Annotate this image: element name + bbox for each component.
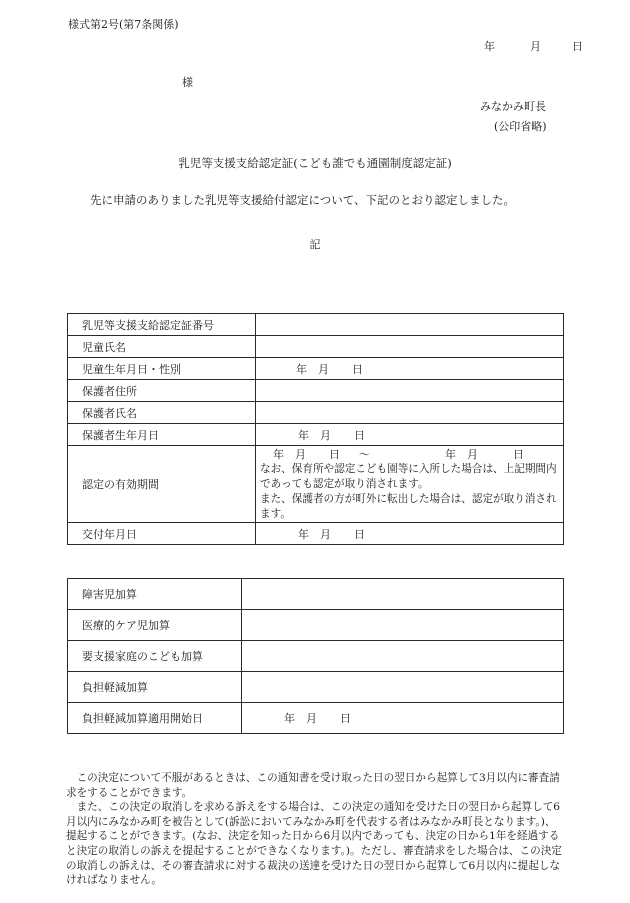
addressee-suffix: 様 [182, 76, 193, 89]
period-range [260, 446, 563, 462]
table-row [68, 380, 564, 402]
date-year-label: 年 [484, 40, 495, 53]
date-month-label: 月 [530, 40, 541, 53]
issue-date-value [256, 523, 564, 545]
day-label: 日 [354, 527, 365, 541]
table-row [68, 314, 564, 336]
issuer-name: みなかみ町長 [480, 100, 546, 113]
row-label: 児童生年月日・性別 [68, 358, 256, 380]
row-label: 乳児等支援支給認定証番号 [68, 314, 256, 336]
day-label: 日 [354, 428, 365, 442]
row-label: 医療的ケア児加算 [68, 610, 242, 641]
seal-note: (公印省略) [494, 120, 547, 133]
notice-paragraph-2: また、この決定の取消しを求める訴えをする場合は、この決定の通知を受けた日の翌日から起算して6月以内にみなかみ町を被告として(訴訟においてみなかみ町を代表する者はみなかみ町長となります。)、提起することができます。(なお、決定を知った日から6月以内であっても、決定の日から1年を経過すると決定の取消しの訴えを提起することができなくなります。)。ただし、審査請求をした場合は、この決定の取消しの訴えは、その審査請求に対する裁決の送達を受けた日の翌日から起算して6月以内に提起しなければなりません。 [66, 801, 562, 887]
date-day-label: 日 [572, 40, 583, 53]
period-note-2: また、保護者の方が町外に転出した場合は、認定が取り消されます。 [260, 493, 557, 520]
guardian-name-value [256, 402, 564, 424]
table-row [68, 579, 564, 610]
table-row [68, 703, 564, 734]
certificate-number-value [256, 314, 564, 336]
day-label: 日 [340, 712, 351, 725]
additional-allowance-table [67, 578, 564, 734]
row-label: 障害児加算 [68, 579, 242, 610]
ymd-group [298, 429, 374, 442]
row-label: 負担軽減加算 [68, 672, 242, 703]
table-row [68, 358, 564, 380]
row-label: 負担軽減加算適用開始日 [68, 703, 242, 734]
validity-period-value [256, 446, 564, 523]
table-row [68, 336, 564, 358]
guardian-birthdate-value [256, 424, 564, 446]
ymd-group [284, 712, 360, 725]
row-label: 保護者生年月日 [68, 424, 256, 446]
day-label: 日 [329, 448, 340, 461]
month-label: 月 [318, 362, 329, 376]
medical-care-allowance-value [242, 610, 564, 641]
year-label: 年 [284, 712, 295, 725]
month-label: 月 [320, 527, 331, 541]
month-label: 月 [320, 428, 331, 442]
appeal-notice [66, 771, 566, 888]
day-label: 日 [352, 362, 363, 376]
guardian-address-value [256, 380, 564, 402]
table-row [68, 610, 564, 641]
table-row [68, 424, 564, 446]
support-family-allowance-value [242, 641, 564, 672]
row-label: 保護者氏名 [68, 402, 256, 424]
year-label: 年 [298, 428, 309, 442]
issue-date-line [484, 38, 583, 54]
document-title: 乳児等支援支給認定証(こども誰でも通園制度認定証) [178, 156, 452, 170]
table-row [68, 402, 564, 424]
month-label: 月 [306, 712, 317, 725]
burden-reduction-value [242, 672, 564, 703]
table-row [68, 523, 564, 545]
row-label: 認定の有効期間 [68, 446, 256, 523]
certification-table [67, 313, 564, 545]
table-row [68, 641, 564, 672]
child-name-value [256, 336, 564, 358]
ki-heading: 記 [309, 238, 321, 251]
row-label: 児童氏名 [68, 336, 256, 358]
period-tilde: ～ [359, 448, 370, 461]
year-label: 年 [296, 362, 307, 376]
form-number: 様式第2号(第7条関係) [68, 18, 179, 31]
row-label: 要支援家庭のこども加算 [68, 641, 242, 672]
intro-text: 先に申請のありました乳児等支援給付認定について、下記のとおり認定しました。 [90, 193, 516, 207]
child-birthdate-value [256, 358, 564, 380]
year-label: 年 [298, 527, 309, 541]
period-start [273, 446, 359, 462]
disability-allowance-value [242, 579, 564, 610]
table-row [68, 446, 564, 523]
month-label: 月 [295, 448, 306, 461]
burden-reduction-start-value [242, 703, 564, 734]
row-label: 交付年月日 [68, 523, 256, 545]
period-note-1: なお、保育所や認定こども園等に入所した場合は、上記期間内であっても認定が取り消されます。 [260, 463, 557, 490]
year-label: 年 [273, 448, 284, 461]
ymd-group [298, 528, 374, 541]
row-label: 保護者住所 [68, 380, 256, 402]
table-row [68, 672, 564, 703]
year-label: 年 [445, 448, 456, 461]
month-label: 月 [467, 448, 478, 461]
day-label: 日 [513, 448, 524, 461]
ymd-group [296, 363, 372, 376]
period-end [445, 446, 533, 462]
notice-paragraph-1: この決定について不服があるときは、この通知書を受け取った日の翌日から起算して3月以内に審査請求をすることができます。 [66, 772, 560, 799]
